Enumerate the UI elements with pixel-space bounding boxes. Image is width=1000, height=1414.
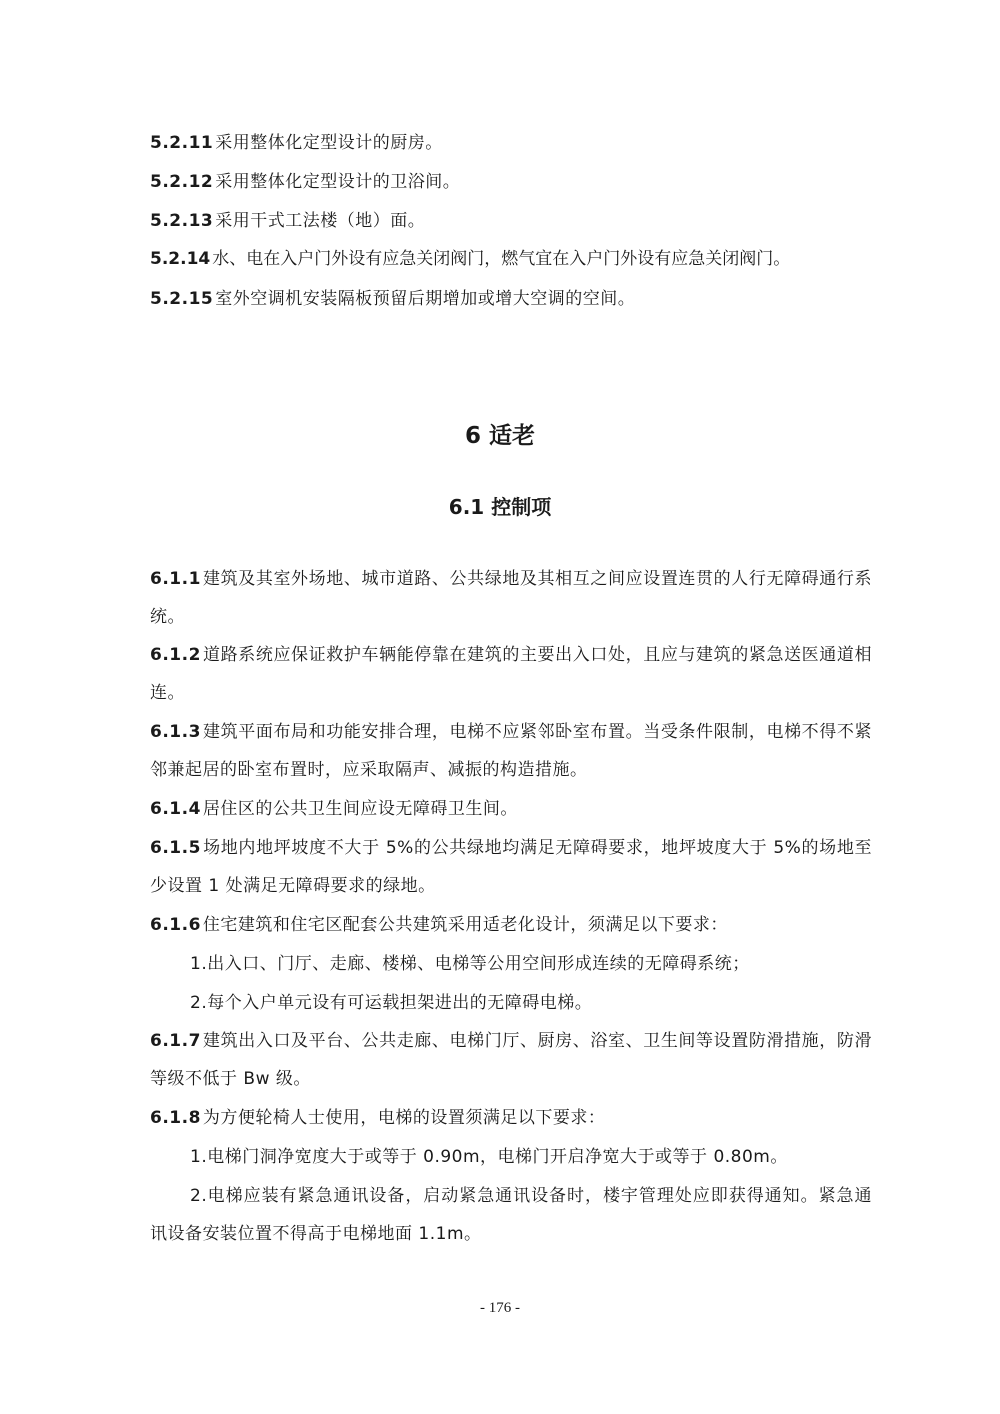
clause-6-1-4	[150, 790, 872, 828]
clause-5-2-13	[150, 202, 872, 240]
clause-text: 采用整体化定型设计的厨房。	[215, 133, 443, 153]
clause-text: 采用干式工法楼（地）面。	[215, 211, 426, 231]
list-item-6-1-6-1: 1.出入口、门厅、走廊、楼梯、电梯等公用空间形成连续的无障碍系统；	[190, 954, 750, 974]
clause-5-2-12	[150, 163, 872, 201]
clause-text: 住宅建筑和住宅区配套公共建筑采用适老化设计，须满足以下要求：	[202, 915, 728, 935]
clause-number: 5.2.12	[150, 172, 214, 192]
clause-number: 5.2.13	[150, 211, 214, 231]
clause-number: 6.1.8	[150, 1108, 201, 1128]
clause-5-2-14	[150, 240, 872, 278]
clause-number: 5.2.11	[150, 133, 214, 153]
clause-text: 建筑及其室外场地、城市道路、公共绿地及其相互之间应设置连贯的人行无障碍通行系统。	[150, 569, 872, 627]
clause-text: 建筑平面布局和功能安排合理，电梯不应紧邻卧室布置。当受条件限制，电梯不得不紧邻兼起居的卧室布置时，应采取隔声、减振的构造措施。	[150, 722, 872, 780]
clause-6-1-8	[150, 1099, 872, 1137]
section-title: 6.1 控制项	[448, 495, 552, 519]
clause-text: 室外空调机安装隔板预留后期增加或增大空调的空间。	[215, 289, 636, 309]
clause-number: 6.1.6	[150, 915, 201, 935]
clause-6-1-7	[150, 1022, 872, 1098]
clause-number: 6.1.3	[150, 722, 201, 742]
clause-6-1-1	[150, 560, 872, 636]
clause-6-1-6	[150, 906, 872, 944]
list-item-6-1-8-1: 1.电梯门洞净宽度大于或等于 0.90m，电梯门开启净宽大于或等于 0.80m。	[190, 1147, 788, 1167]
clause-5-2-15	[150, 280, 872, 318]
list-item-6-1-6-2: 2.每个入户单元设有可运载担架进出的无障碍电梯。	[190, 993, 593, 1013]
clause-6-1-3	[150, 713, 872, 789]
clause-text: 水、电在入户门外设有应急关闭阀门，燃气宜在入户门外设有应急关闭阀门。	[212, 249, 791, 269]
clause-number: 6.1.1	[150, 569, 201, 589]
list-item-6-1-8-2: 2.电梯应装有紧急通讯设备，启动紧急通讯设备时，楼宇管理处应即获得通知。紧急通讯设备安装位置不得高于电梯地面 1.1m。	[150, 1186, 872, 1244]
clause-5-2-11	[150, 124, 872, 162]
page-number: - 176 -	[480, 1300, 520, 1316]
clause-text: 居住区的公共卫生间应设无障碍卫生间。	[202, 799, 518, 819]
clause-number: 6.1.5	[150, 838, 201, 858]
clause-text: 道路系统应保证救护车辆能停靠在建筑的主要出入口处，且应与建筑的紧急送医通道相连。	[150, 645, 872, 703]
clause-number: 6.1.4	[150, 799, 201, 819]
clause-text: 为方便轮椅人士使用，电梯的设置须满足以下要求：	[202, 1108, 606, 1128]
chapter-title: 6 适老	[464, 423, 535, 449]
clause-text: 采用整体化定型设计的卫浴间。	[215, 172, 461, 192]
clause-6-1-2	[150, 636, 872, 712]
clause-number: 5.2.14	[150, 249, 211, 269]
clause-text: 建筑出入口及平台、公共走廊、电梯门厅、厨房、浴室、卫生间等设置防滑措施，防滑等级不低于 Bw 级。	[150, 1031, 872, 1089]
clause-number: 6.1.2	[150, 645, 201, 665]
clause-text: 场地内地坪坡度不大于 5%的公共绿地均满足无障碍要求，地坪坡度大于 5%的场地至少设置 1 处满足无障碍要求的绿地。	[150, 838, 872, 896]
clause-number: 5.2.15	[150, 289, 214, 309]
clause-number: 6.1.7	[150, 1031, 201, 1051]
clause-6-1-5	[150, 829, 872, 905]
